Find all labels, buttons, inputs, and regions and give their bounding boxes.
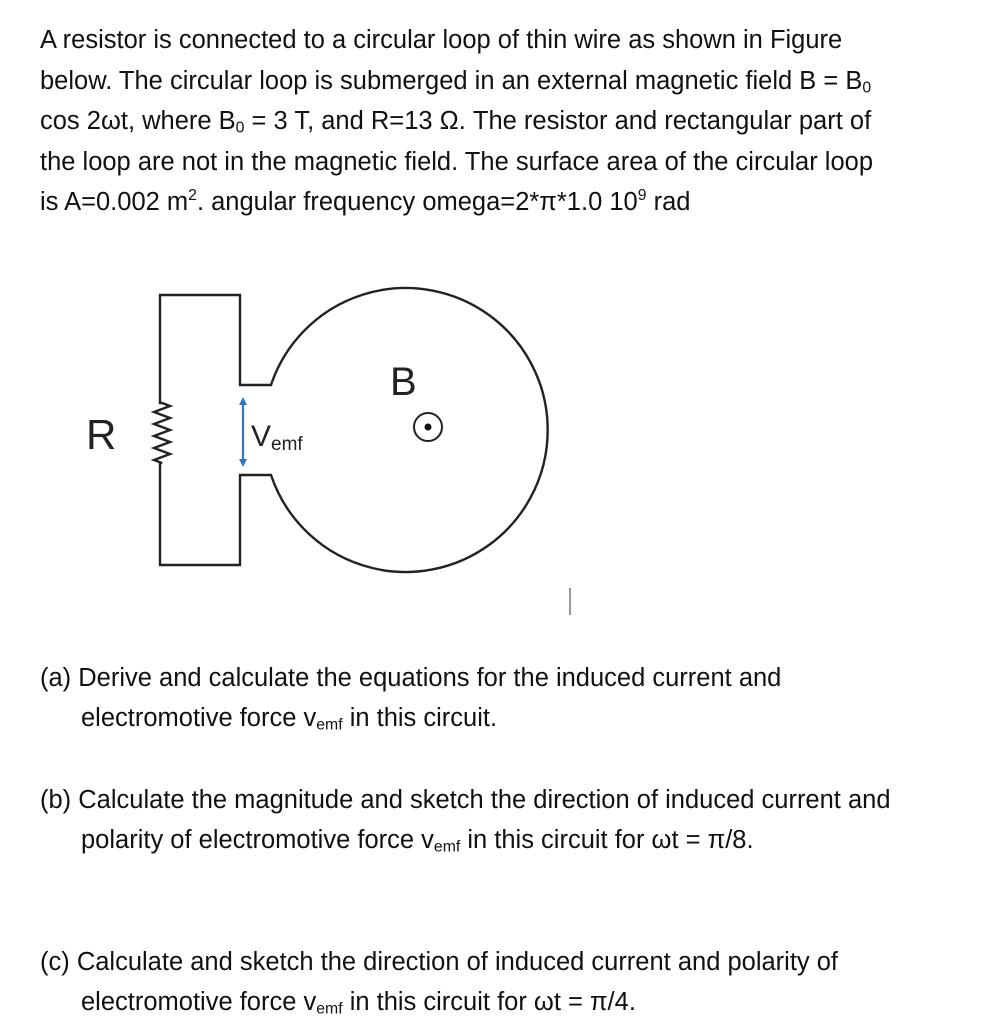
question-c-line-2 [40, 982, 838, 1022]
question-b-line-2 [40, 820, 891, 860]
statement-line-3 [40, 101, 990, 142]
circuit-diagram [60, 270, 620, 630]
problem-statement [40, 20, 990, 223]
question-b [40, 780, 891, 860]
question-c-subscript: emf [316, 1000, 343, 1018]
emf-label-subscript: emf [271, 433, 303, 455]
resistor-label: R [86, 411, 117, 458]
question-a-line-2 [40, 698, 781, 738]
question-a-subscript: emf [316, 716, 343, 734]
field-dot [425, 424, 432, 431]
question-a [40, 658, 781, 738]
statement-line-1: A resistor is connected to a circular loop of thin wire as shown in Figure [40, 26, 843, 54]
statement-line-3-text-b: = 3 T, and R=13 Ω. The resistor and rectangular part of [244, 107, 872, 135]
statement-line-2-text: below. The circular loop is submerged in an external magnetic field B = B [40, 66, 863, 95]
statement-line-5-text-c: rad [646, 188, 691, 216]
statement-line-5-text-b: . angular frequency omega=2*π*1.0 10 [196, 188, 638, 216]
statement-line-4: the loop are not in the magnetic field. The surface area of the circular loop [40, 147, 874, 176]
wire-loop [154, 288, 548, 572]
statement-line-5 [40, 182, 990, 223]
circuit-figure [60, 270, 620, 630]
question-b-subscript: emf [433, 838, 461, 856]
question-c-text-b: in this circuit for ωt = π/4. [342, 988, 636, 1016]
magnetic-field-label: B [390, 360, 417, 404]
emf-label-v: V [251, 420, 272, 453]
question-c [40, 942, 838, 1022]
question-c-text-a: electromotive force v [81, 988, 317, 1016]
statement-line-3-text-a: cos 2ωt, where B [40, 107, 236, 135]
statement-line-5-text-a: is A=0.002 m [40, 188, 189, 216]
question-a-text-a: electromotive force v [81, 704, 317, 732]
question-c-line-1: (c) Calculate and sketch the direction of induced current and polarity of [40, 948, 839, 976]
question-b-line-1: (b) Calculate the magnitude and sketch the direction of induced current and [40, 786, 891, 814]
b0-subscript: 0 [862, 78, 872, 96]
question-a-text-b: in this circuit. [342, 704, 498, 732]
area-exponent: 2 [188, 187, 197, 205]
statement-line-2 [40, 61, 990, 102]
question-a-line-1: (a) Derive and calculate the equations for the induced current and [40, 664, 782, 692]
emf-label [251, 420, 303, 455]
frequency-exponent: 9 [637, 187, 647, 205]
b0-subscript-2: 0 [235, 119, 245, 137]
question-b-text-a: polarity of electromotive force v [81, 826, 434, 854]
question-b-text-b: in this circuit for ωt = π/8. [460, 826, 754, 854]
